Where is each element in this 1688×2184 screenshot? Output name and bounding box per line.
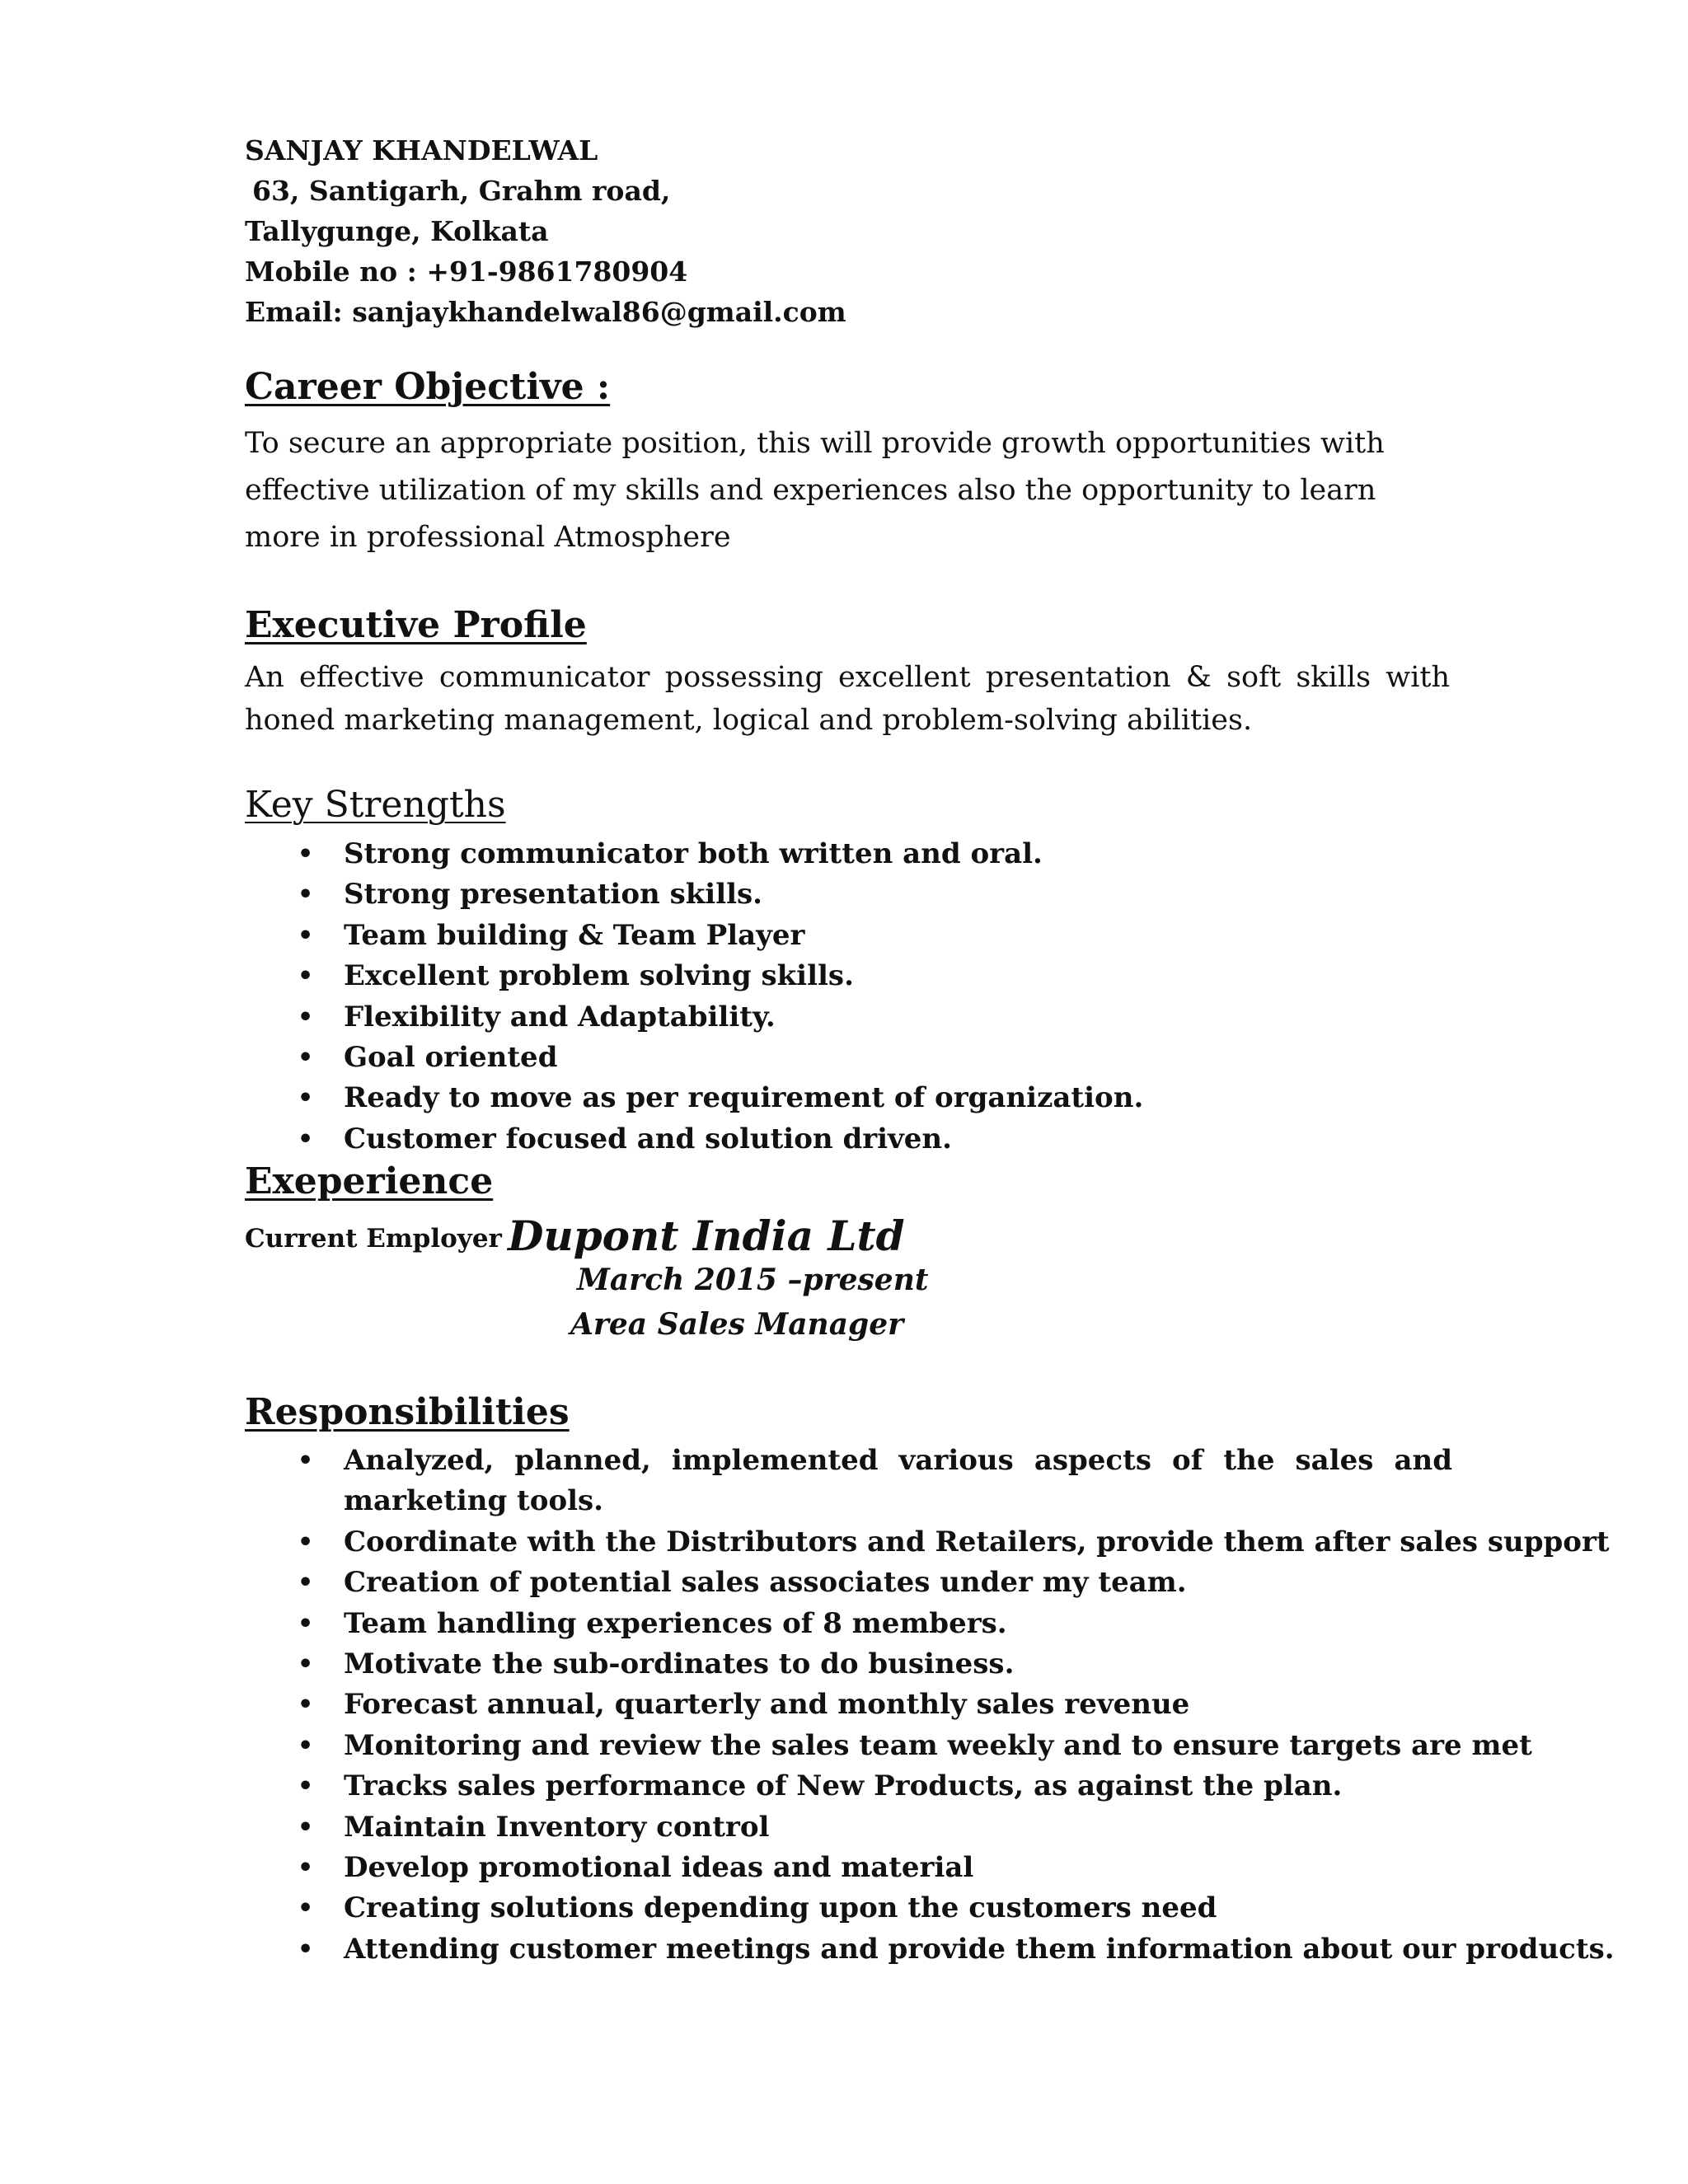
job-title: Area Sales Manager [570,1307,904,1342]
list-item: • Tracks sales performance of New Products, as against the plan. [245,1766,1615,1807]
list-item: • Forecast annual, quarterly and monthly sales revenue [245,1685,1615,1725]
list-item: • Creating solutions depending upon the customers need [245,1888,1615,1929]
list-item: • Analyzed, planned, implemented various aspects of the sales and marketing tools. [245,1441,1452,1522]
list-item: • Goal oriented [245,1038,1143,1078]
career-objective-text: To secure an appropriate position, this will provide growth opportunities with effective utilization of my skills and experiences also the opportunity to learn more in professional Atmosphere [245,427,1385,554]
executive-profile-heading: Executive Profile [245,604,587,646]
key-strengths-list [245,834,1143,1160]
email-address: Email: sanjaykhandelwal86@gmail.com [245,296,846,328]
list-item: • Ready to move as per requirement of organization. [245,1078,1143,1118]
address-line-2: Tallygunge, Kolkata [245,215,549,247]
list-item: • Creation of potential sales associates under my team. [245,1563,1615,1603]
list-item: • Team handling experiences of 8 members. [245,1604,1615,1644]
list-item: • Maintain Inventory control [245,1807,1615,1848]
list-item: • Coordinate with the Distributors and Retailers, provide them after sales support [245,1522,1615,1563]
list-item: • Develop promotional ideas and material [245,1848,1615,1888]
responsibilities-list [245,1441,1615,1970]
list-item: • Attending customer meetings and provide them information about our products. [245,1929,1615,1970]
list-item: • Motivate the sub-ordinates to do business. [245,1644,1615,1685]
employment-period: March 2015 –present [577,1263,929,1297]
list-item: • Excellent problem solving skills. [245,956,1143,996]
employer-name: Dupont India Ltd [508,1212,905,1260]
list-item: • Strong presentation skills. [245,874,1143,915]
career-objective-heading: Career Objective : [245,366,611,408]
executive-profile-text: An effective communicator possessing excellent presentation & soft skills with honed marketing management, logical and problem-solving abilities. [245,661,1450,737]
list-item: • Strong communicator both written and oral. [245,834,1143,874]
responsibilities-heading: Responsibilities [245,1391,570,1433]
list-item: • Team building & Team Player [245,916,1143,956]
key-strengths-heading: Key Strengths [245,784,506,826]
list-item: • Customer focused and solution driven. [245,1119,1143,1160]
mobile-number: Mobile no : +91-9861780904 [245,255,688,288]
candidate-name: SANJAY KHANDELWAL [245,134,598,166]
list-item: • Flexibility and Adaptability. [245,997,1143,1038]
experience-heading: Exeperience [245,1160,494,1202]
list-item: • Monitoring and review the sales team weekly and to ensure targets are met [245,1726,1615,1766]
employer-label: Current Employer : [245,1224,521,1254]
contact-block [245,130,846,332]
address-line-1: 63, Santigarh, Grahm road, [252,175,671,207]
